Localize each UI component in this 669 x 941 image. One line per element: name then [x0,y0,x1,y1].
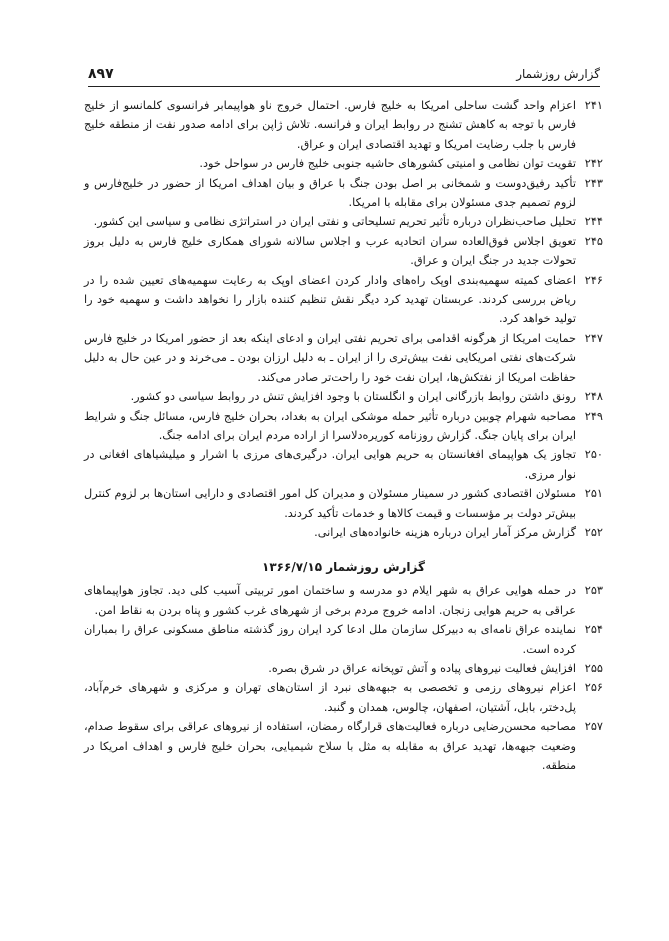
entry-number: ۲۴۲ [584,157,603,171]
list-item [84,523,603,542]
entry-text: مصاحبه محسن‌رضایی درباره فعالیت‌های قرارگاه رمضان، استفاده از نیروهای عراقی برای سقوط صدام، وضعیت جبهه‌ها، تهدید عراق به مقابله به مثل با سلاح شیمیایی، بحران خلیج فارس و اهداف امریکا در منطقه. [84,720,576,772]
entry-text: تعویق اجلاس فوق‌العاده سران اتحادیه عرب و اجلاس سالانه شورای همکاری خلیج فارس به دلیل بروز تحولات جدید در جنگ ایران و عراق. [84,234,576,268]
list-item [84,154,603,173]
entry-text: نماینده عراق نامه‌ای به دبیرکل سازمان ملل ادعا کرد ایران روز گذشته مناطق مسکونی عراق را بمباران کرده است. [84,623,576,656]
list-item [84,659,603,678]
entry-list-part1 [84,96,603,542]
list-item [84,212,603,231]
list-item [84,717,603,775]
entry-text: افزایش فعالیت نیروهای پیاده و آتش توپخانه عراق در شرق بصره. [268,661,576,675]
list-item [84,387,603,406]
list-item [84,678,603,717]
entry-list-part2 [84,581,603,775]
page-number: ۸۹۷ [88,66,114,82]
list-item [84,484,603,523]
entry-text: تأکید رفیق‌دوست و شمخانی بر اصل بودن جنگ با عراق و بیان اهداف امریکا از حضور در خلیج‌فارس و لزوم تصمیم جدی مسئولان برای مقابله با امریکا. [84,176,576,210]
entry-text: تقویت توان نظامی و امنیتی کشورهای حاشیه جنوبی خلیج فارس در سواحل خود. [199,157,576,171]
list-item [84,329,603,387]
entry-number: ۲۴۵ [584,234,603,248]
running-title: گزارش روزشمار [516,67,600,81]
entry-number: ۲۵۰ [584,448,603,462]
list-item [84,620,603,659]
entry-number: ۲۵۷ [584,720,603,734]
entry-number: ۲۵۵ [584,661,603,675]
entry-number: ۲۴۸ [584,390,603,404]
list-item [84,581,603,620]
entry-text: رونق داشتن روابط بازرگانی ایران و انگلستان با وجود افزایش تنش در روابط سیاسی دو کشور. [130,390,576,404]
entry-number: ۲۴۹ [584,409,603,423]
entry-number: ۲۴۳ [584,176,603,190]
entry-text: اعزام واحد گشت ساحلی امریکا به خلیج فارس. احتمال خروج ناو هواپیمابر فرانسوی کلمانسو از خلیج فارس با توجه به کاهش تشنج در روابط ایران و فرانسه. تلاش ژاپن برای ادامه صدور نفت از منطقه خلیج فارس با جلب رضایت امریکا و تهدید اقتصادی ایران و عراق. [84,99,576,151]
list-item [84,232,603,271]
entry-text: در حمله هوایی عراق به شهر ایلام دو مدرسه و ساختمان امور تربیتی آسیب کلی دید. تجاوز هواپیماهای عراقی به حریم هوایی زنجان. ادامه خروج مردم برخی از شهرهای غرب کشور و پناه بردن به نقاط امن. [84,584,576,617]
list-item [84,96,603,154]
page-content [84,96,603,775]
entry-text: تحلیل صاحب‌نظران درباره تأثیر تحریم تسلیحاتی و نفتی ایران در استراتژی نظامی و سیاسی این کشور. [93,215,576,229]
list-item [84,407,603,446]
entry-text: گزارش مرکز آمار ایران درباره هزینه خانواده‌های ایرانی. [314,525,576,539]
entry-number: ۲۵۱ [584,487,603,501]
entry-number: ۲۵۲ [584,525,603,539]
entry-number: ۲۴۴ [584,215,603,229]
list-item [84,271,603,329]
entry-text: تجاوز یک هواپیمای افغانستان به حریم هوایی ایران. درگیری‌های مرزی با اشرار و میلیشیاهای افغانی در نوار مرزی. [84,448,576,481]
page-header [88,60,600,87]
entry-number: ۲۵۴ [584,623,603,637]
entry-number: ۲۴۶ [584,273,603,287]
list-item [84,445,603,484]
entry-text: مسئولان اقتصادی کشور در سمینار مسئولان و مدیران کل امور اقتصادی و دارایی استان‌ها بر لزوم کنترل بیش‌تر دولت بر مؤسسات و قیمت کالاها و خدمات تأکید کردند. [84,487,576,520]
entry-number: ۲۴۱ [584,99,603,112]
entry-text: مصاحبه شهرام چوبین درباره تأثیر حمله موشکی ایران به بغداد، بحران خلیج فارس، مسائل جنگ و شرایط ایران برای پایان جنگ. گزارش روزنامه کوریره‌دلاسرا از اراده مردم ایران برای ادامه جنگ. [84,409,576,442]
entry-number: ۲۵۳ [584,584,603,598]
section-heading: گزارش روزشمار ۱۳۶۶/۷/۱۵ [262,560,425,575]
entry-text: اعضای کمیته سهمیه‌بندی اوپک راه‌های وادار کردن اعضای اوپک به رعایت سهمیه‌های تعیین شده را در ریاض بررسی کردند. عربستان تهدید کرد دیگر نقش تنظیم کننده بازار را نخواهد داشت و سهمیه خود را تولید خواهد کرد. [84,273,576,326]
entry-text: اعزام نیروهای رزمی و تخصصی به جبهه‌های نبرد از استان‌های تهران و مرکزی و شهرهای خرم‌آباد، پل‌دختر، بابل، آشتیان، اصفهان، چالوس، همدان و گنبد. [84,681,576,714]
entry-number: ۲۴۷ [584,331,603,345]
list-item [84,174,603,213]
entry-number: ۲۵۶ [584,681,603,695]
entry-text: حمایت امریکا از هرگونه اقدامی برای تحریم نفتی ایران و ادعای اینکه بعد از حضور امریکا در خلیج فارس شرکت‌های نفتی امریکایی نفت بیش‌تری را از ایران ـ به دلیل ارزان بودن ـ می‌خرند و در عین حال به دلیل حفاظت امریکا از نفتکش‌ها، ایران نفت خود را راحت‌تر صادر می‌کند. [84,331,576,384]
